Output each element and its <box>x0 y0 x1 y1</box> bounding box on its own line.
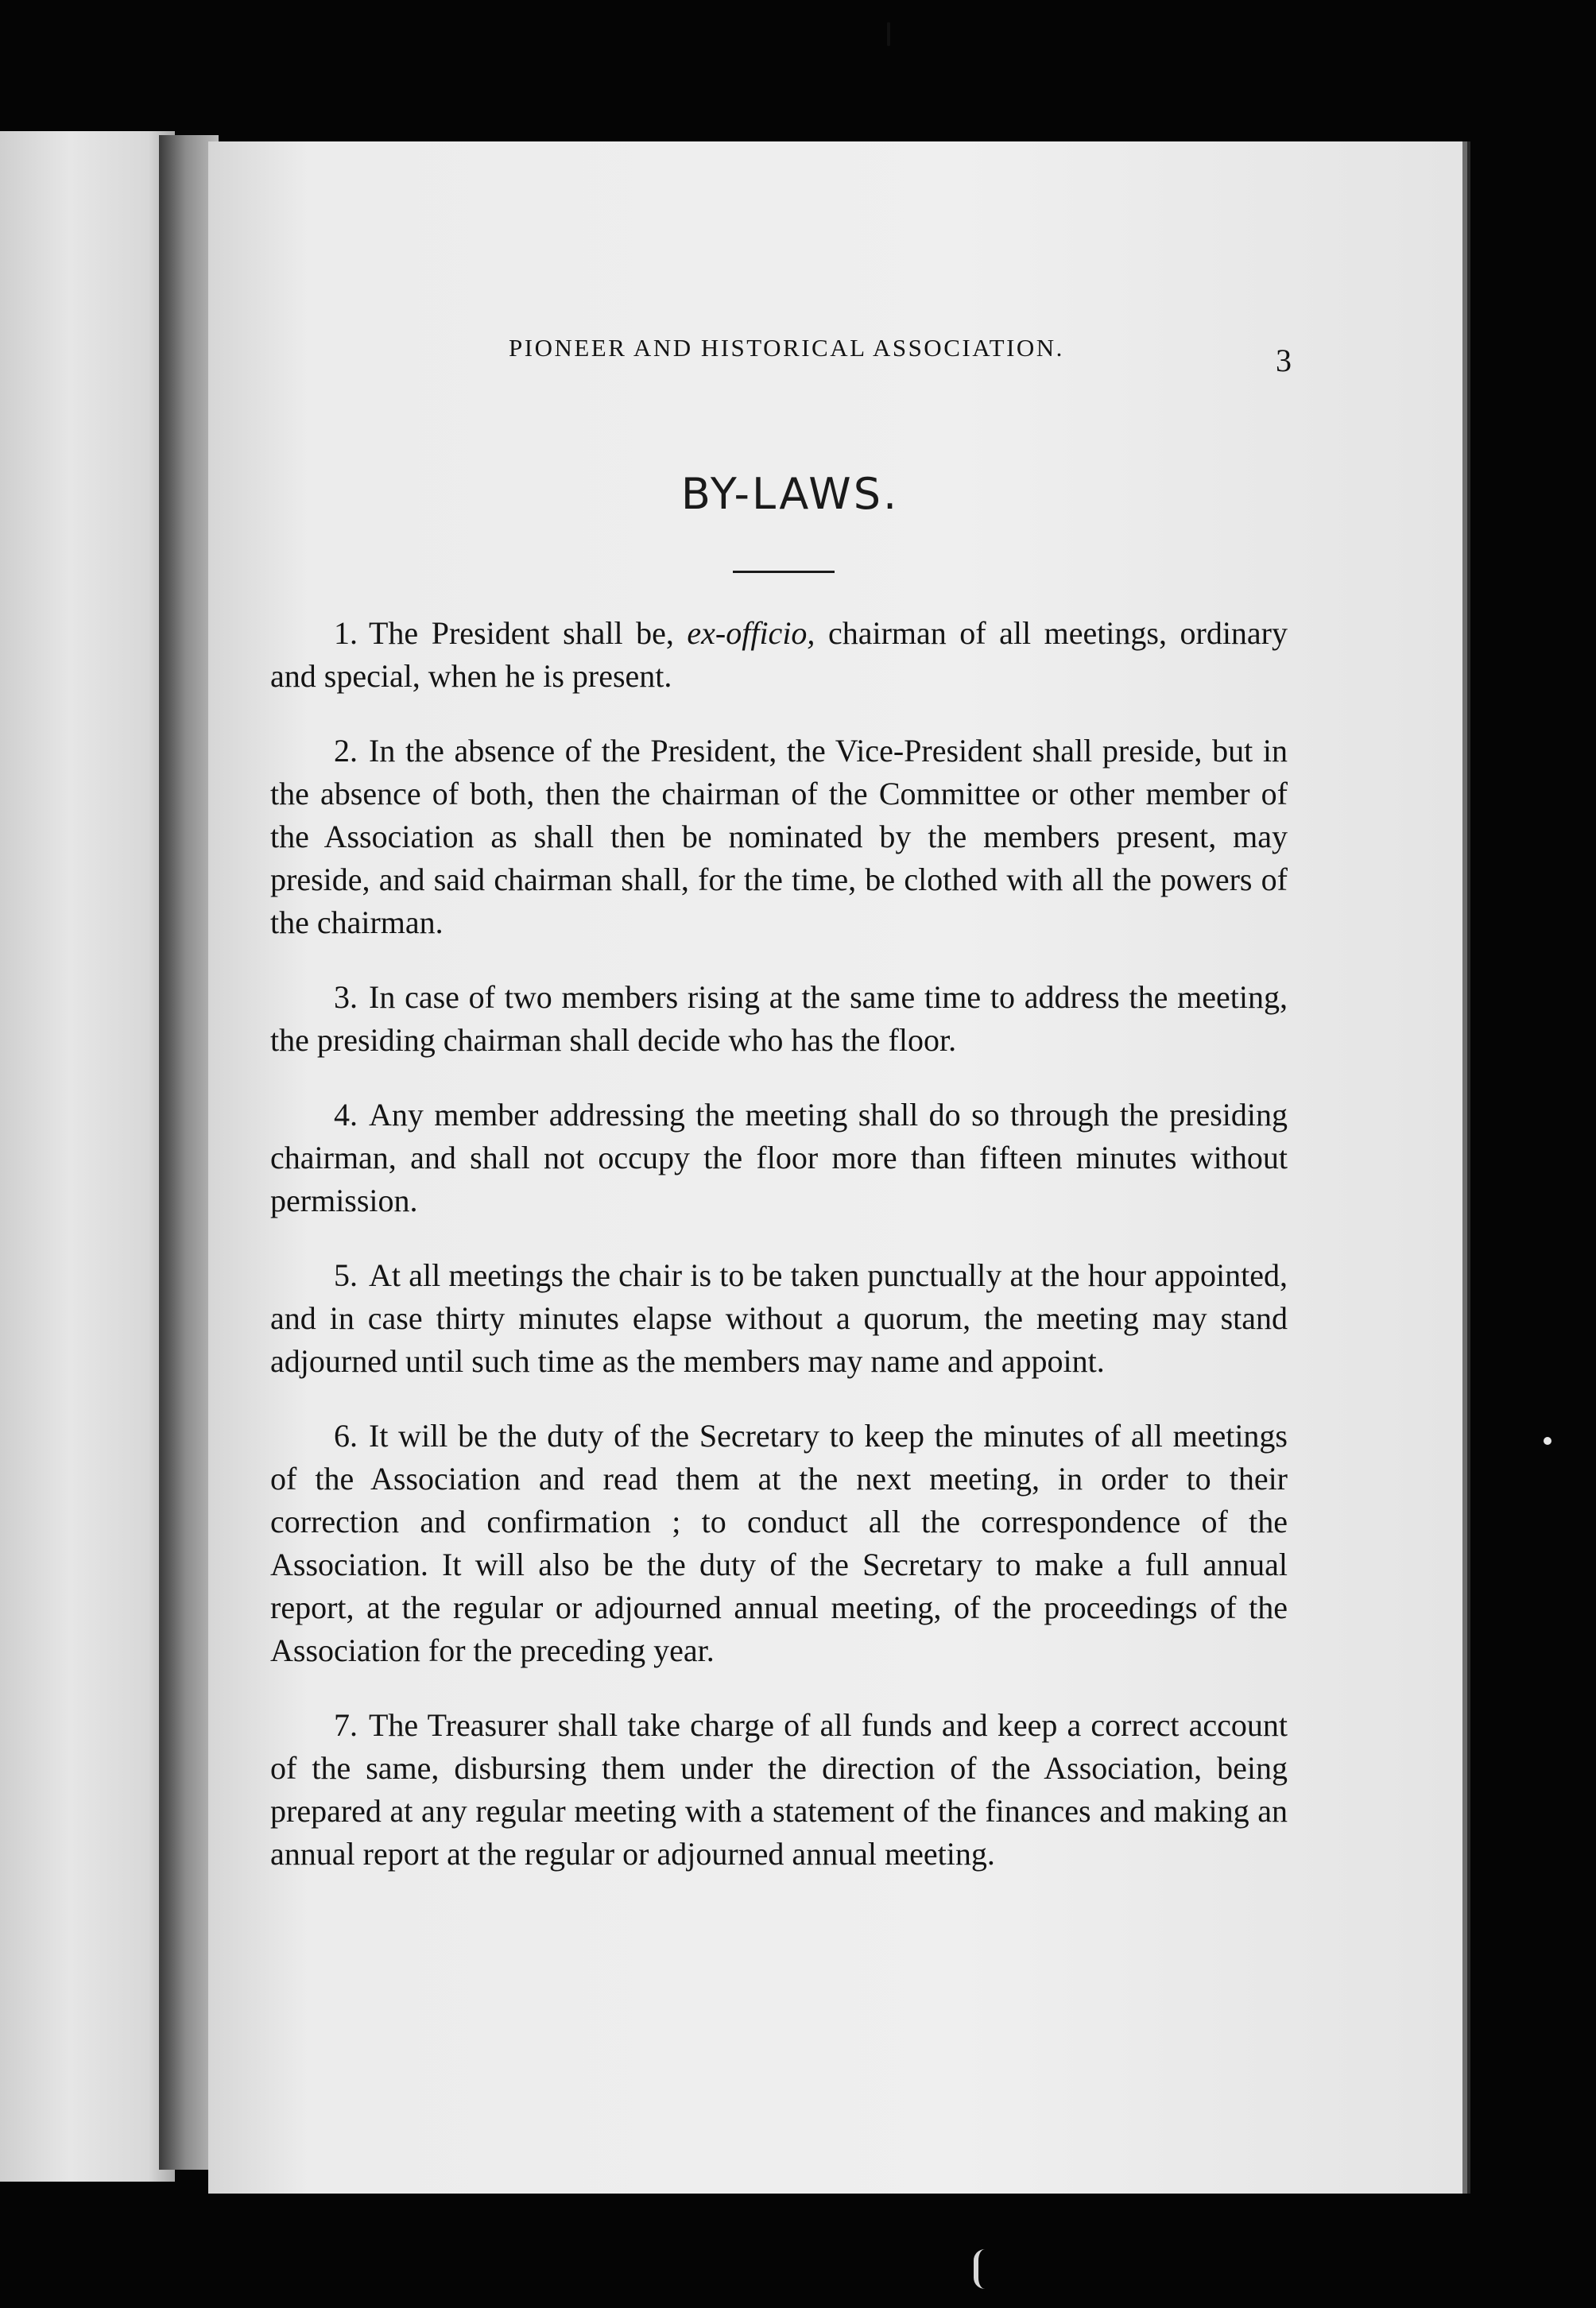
bylaw-text: Any member addressing the meeting shall do so through the presiding chairman, and shall not occupy the floor more than fifteen minutes without permission. <box>270 1097 1288 1218</box>
bylaw-paragraph <box>270 1704 1288 1876</box>
bylaw-paragraph <box>270 1254 1288 1383</box>
bylaw-italic-term: ex-officio, <box>687 615 815 651</box>
bylaw-paragraph <box>270 976 1288 1062</box>
bylaw-text: chairman of all meetings, ordinary and special, when he is present. <box>270 615 1288 694</box>
bylaw-text: In case of two members rising at the same time to address the meeting, the presiding chairman shall decide who has the floor. <box>270 979 1288 1058</box>
film-speck <box>1544 1437 1551 1445</box>
facing-page-edge <box>0 131 175 2182</box>
bylaw-number: 6. <box>334 1418 358 1454</box>
bylaw-text: In the absence of the President, the Vice-President shall preside, but in the absence of both, then the chairman of the Committee or other member of the Association as shall then be nominated by the members present, may preside, and said chairman shall, for the time, be clothed with all the powers of the chairman. <box>270 733 1288 940</box>
bylaw-number: 2. <box>334 733 358 769</box>
bylaw-paragraph <box>270 612 1288 698</box>
title-rule <box>733 571 835 573</box>
running-head: PIONEER AND HISTORICAL ASSOCIATION. <box>509 334 1064 362</box>
bylaw-number: 4. <box>334 1097 358 1133</box>
page-number: 3 <box>1276 343 1292 378</box>
bylaw-number: 3. <box>334 979 358 1015</box>
page-title-text: BY-LAWS. <box>680 469 900 519</box>
film-speck <box>887 22 890 46</box>
bylaw-number: 1. <box>334 615 358 651</box>
bylaw-number: 7. <box>334 1707 358 1743</box>
film-speck <box>974 2249 985 2289</box>
bylaw-paragraph <box>270 1094 1288 1222</box>
bylaw-number: 5. <box>334 1257 358 1293</box>
bylaw-paragraph <box>270 730 1288 944</box>
page-title <box>0 469 1596 519</box>
bylaw-text: The President shall be, <box>369 615 688 651</box>
bylaw-text: At all meetings the chair is to be taken punctually at the hour appointed, and in case thirty minutes elapse without a quorum, the meeting may stand adjourned until such time as the members may name and appoint. <box>270 1257 1288 1379</box>
bylaw-paragraph <box>270 1415 1288 1672</box>
bylaws-body <box>270 612 1288 1907</box>
bylaw-text: The Treasurer shall take charge of all funds and keep a correct account of the same, disbursing them under the direction of the Association, being prepared at any regular meeting with a statement of the finances and making an annual report at the regular or adjourned annual meeting. <box>270 1707 1288 1872</box>
bylaw-text: It will be the duty of the Secretary to keep the minutes of all meetings of the Association and read them at the next meeting, in order to their correction and confirmation ; to conduct all the correspondence of the Association. It will also be the duty of the Secretary to make a full annual report, at the regular or adjourned annual meeting, of the proceedings of the Association for the preceding year. <box>270 1418 1288 1668</box>
